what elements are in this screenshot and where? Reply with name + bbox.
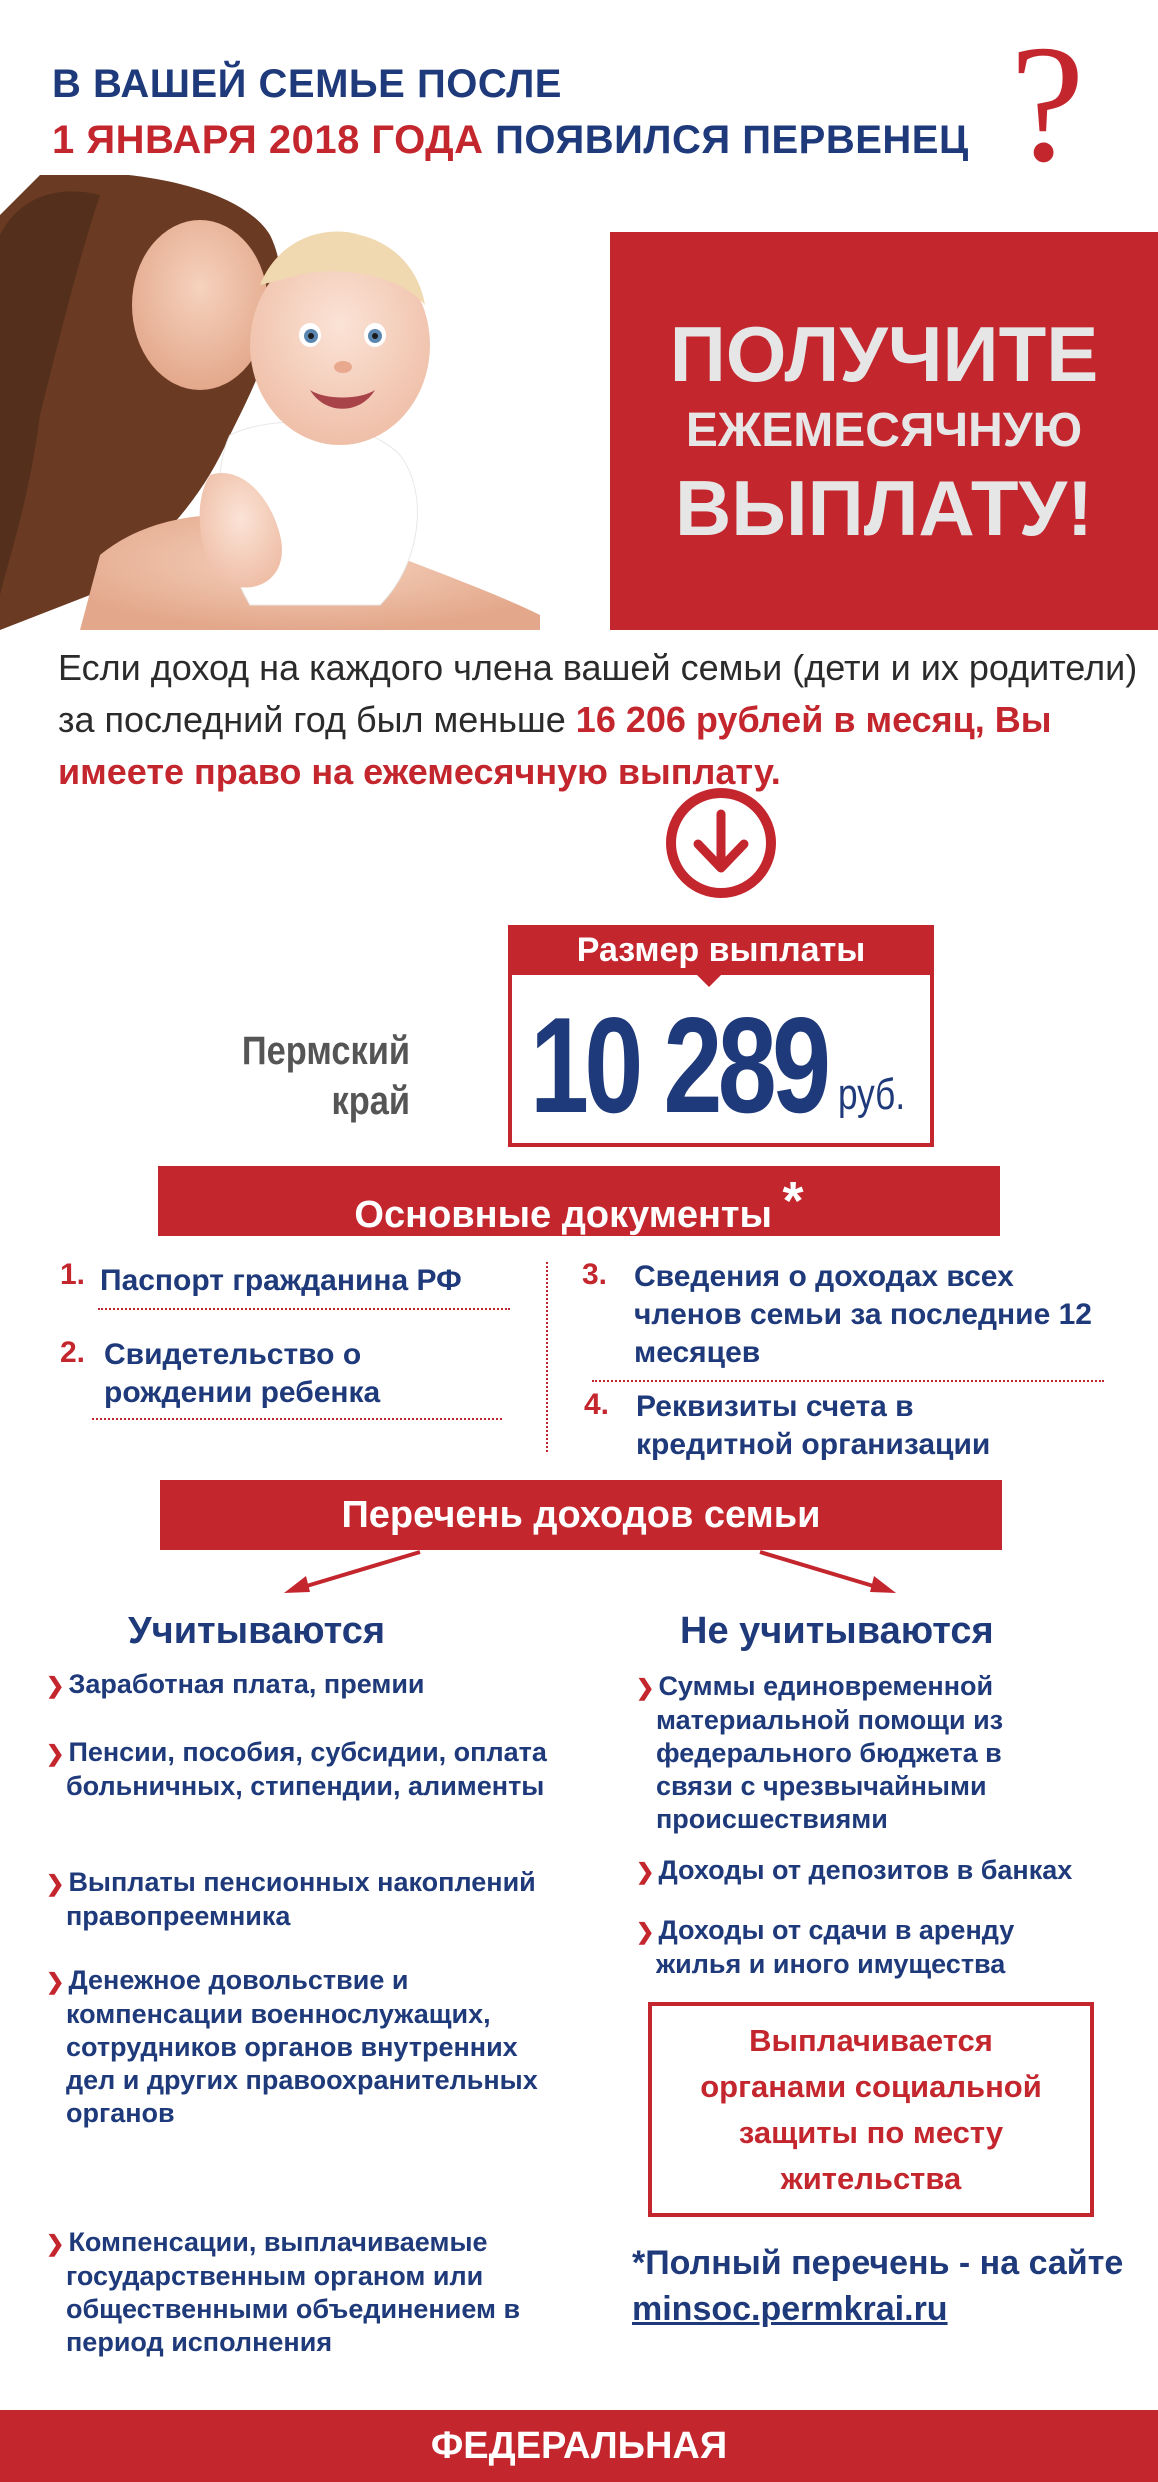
payment-header: Размер выплаты xyxy=(508,925,934,975)
chevron-right-icon: ❯ xyxy=(46,2231,65,2256)
promo-line-2: ЕЖЕМЕСЯЧНУЮ xyxy=(685,404,1083,457)
footnote-link[interactable]: minsoc.permkrai.ru xyxy=(632,2290,948,2328)
headline-line-1: В ВАШЕЙ СЕМЬЕ ПОСЛЕ xyxy=(52,62,562,106)
included-item: ❯ Заработная плата, премии xyxy=(46,1669,425,1699)
excluded-item: ❯ Суммы единовременной материальной помощи из федерального бюджета в связи с чрезвычайными происшествиями xyxy=(636,1671,1004,1834)
doc-3-number: 3. xyxy=(582,1258,608,1291)
doc-3-text: Сведения о доходах всех членов семьи за последние 12 месяцев xyxy=(634,1260,1092,1369)
chevron-right-icon: ❯ xyxy=(636,1675,655,1700)
doc-4-number: 4. xyxy=(584,1388,610,1421)
payment-amount: 10 289 xyxy=(530,989,827,1141)
region-label xyxy=(186,1026,410,1126)
region-line-1: Пермский xyxy=(241,1029,410,1073)
payment-authority-note xyxy=(648,2002,1094,2217)
included-title: Учитываются xyxy=(128,1610,386,1652)
doc-4-text: Реквизиты счета в кредитной организации xyxy=(636,1390,991,1461)
federal-bottom-bar: ФЕДЕРАЛЬНАЯ xyxy=(0,2410,1158,2482)
excluded-item: ❯ Доходы от сдачи в аренду жилья и иного имущества xyxy=(636,1915,1015,1979)
region-line-2: край xyxy=(331,1079,410,1123)
doc-2-number: 2. xyxy=(60,1336,86,1369)
documents-asterisk: * xyxy=(782,1171,804,1231)
documents-section-bar xyxy=(158,1166,1000,1236)
chevron-right-icon: ❯ xyxy=(46,1871,65,1896)
documents-column-divider xyxy=(546,1262,548,1452)
arrow-down-icon xyxy=(664,786,778,900)
mother-baby-photo xyxy=(0,175,540,630)
doc-1-number: 1. xyxy=(60,1258,86,1291)
chevron-right-icon: ❯ xyxy=(46,1969,65,1994)
documents-title: Основные документы xyxy=(354,1194,772,1236)
footnote-text: *Полный перечень - на сайте xyxy=(632,2244,1124,2282)
headline-line-2 xyxy=(52,118,969,163)
excluded-item: ❯ Доходы от депозитов в банках xyxy=(636,1855,1073,1885)
chevron-right-icon: ❯ xyxy=(636,1919,655,1944)
footnote xyxy=(632,2240,1132,2332)
income-condition-paragraph xyxy=(58,642,1138,798)
included-item: ❯ Компенсации, выплачиваемые государственным органом или общественными объединением в период исполнения xyxy=(46,2227,521,2357)
doc-2-text: Свидетельство о рождении ребенка xyxy=(104,1338,381,1409)
doc-1-divider xyxy=(98,1308,510,1310)
chevron-right-icon: ❯ xyxy=(46,1673,65,1698)
doc-1-text: Паспорт гражданина РФ xyxy=(100,1264,462,1297)
included-item: ❯ Пенсии, пособия, субсидии, оплата больничных, стипендии, алименты xyxy=(46,1737,547,1801)
promo-banner xyxy=(610,232,1158,630)
doc-2-divider xyxy=(92,1418,502,1420)
payment-header-notch xyxy=(695,973,723,987)
payment-unit: руб. xyxy=(838,1070,906,1119)
headline-firstborn: ПОЯВИЛСЯ ПЕРВЕНЕЦ xyxy=(495,118,969,162)
included-item: ❯ Выплаты пенсионных накоплений правопреемника xyxy=(46,1867,536,1931)
split-arrows-icon xyxy=(280,1548,900,1598)
payment-authority-text: Выплачивается органами социальной защиты по месту жительства xyxy=(700,2022,1042,2196)
income-list-section-bar: Перечень доходов семьи xyxy=(160,1480,1002,1550)
headline-date: 1 ЯНВАРЯ 2018 ГОДА xyxy=(52,118,484,162)
promo-line-3: ВЫПЛАТУ! xyxy=(674,464,1094,552)
excluded-title: Не учитываются xyxy=(680,1610,994,1652)
income-condition-lead: Если доход на каждого члена вашей семьи (дети и их родители) за последний год был меньше xyxy=(58,647,1138,740)
chevron-right-icon: ❯ xyxy=(46,1741,65,1766)
chevron-right-icon: ❯ xyxy=(636,1859,655,1884)
promo-line-1: ПОЛУЧИТЕ xyxy=(669,310,1099,398)
question-mark: ? xyxy=(1010,11,1085,197)
included-item: ❯ Денежное довольствие и компенсации военнослужащих, сотрудников органов внутренних дел и других правоохранительных органов xyxy=(46,1965,538,2128)
doc-3-divider xyxy=(592,1380,1104,1382)
income-condition-highlight: 16 206 рублей в месяц, Вы имеете право на ежемесячную выплату. xyxy=(58,699,1052,792)
